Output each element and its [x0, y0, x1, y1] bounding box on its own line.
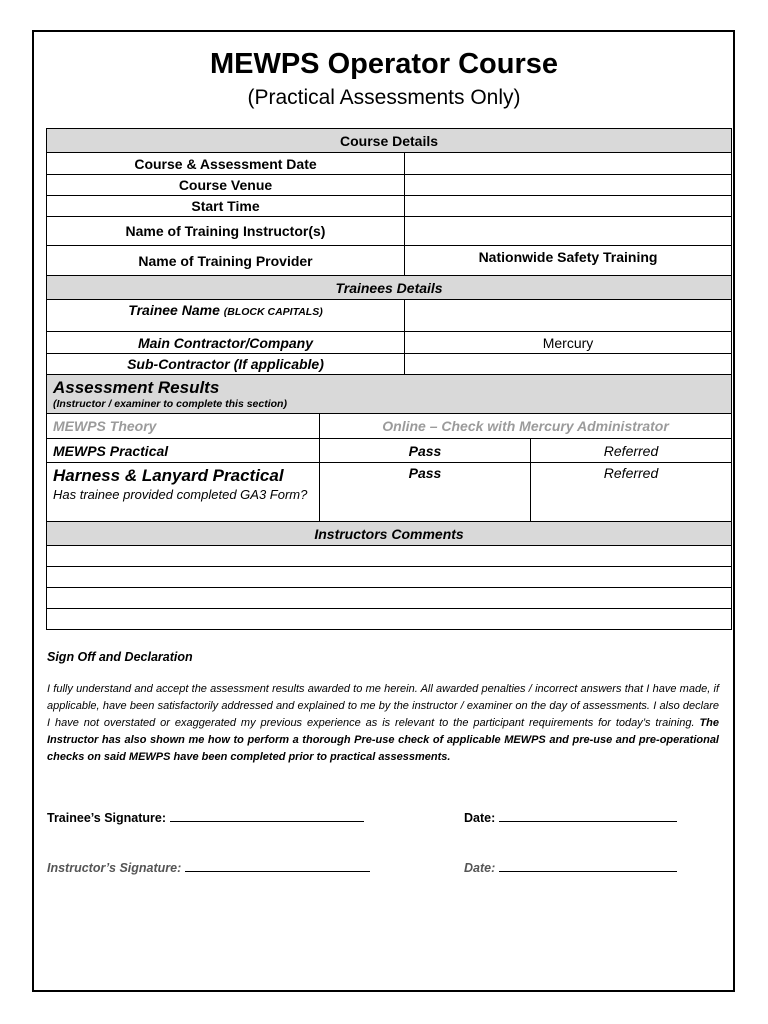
trainee-signature-label: Trainee’s Signature: [47, 811, 167, 825]
course-venue-field[interactable] [405, 175, 732, 196]
trainee-signature [47, 809, 364, 825]
trainee-details-header [47, 276, 732, 300]
comment-line-field[interactable] [47, 567, 732, 588]
signoff-title: Sign Off and Declaration [47, 650, 193, 664]
harness-label-cell [47, 463, 320, 522]
harness-row [47, 463, 732, 522]
training-provider-label: Name of Training Provider [47, 246, 405, 276]
subcontractor-row [47, 354, 732, 375]
instructor-name-label: Name of Training Instructor(s) [47, 217, 405, 246]
comment-line-field[interactable] [47, 588, 732, 609]
instructor-signature-line[interactable] [185, 859, 370, 872]
course-venue-label: Course Venue [47, 175, 405, 196]
assessment-heading: Assessment Results [53, 378, 220, 397]
theory-label: MEWPS Theory [47, 414, 320, 439]
course-venue-row [47, 175, 732, 196]
trainee-date [464, 809, 677, 825]
contractor-row [47, 332, 732, 354]
subcontractor-field[interactable] [405, 354, 732, 375]
start-time-field[interactable] [405, 196, 732, 217]
theory-value: Online – Check with Mercury Administrator [320, 414, 732, 439]
trainee-name-row [47, 300, 732, 332]
practical-referred-option[interactable]: Referred [531, 439, 732, 463]
declaration-bold: The Instructor has also shown me how to perform a thorough Pre-use check of applicable MEWPS and pre-use and pre-operational checks on said MEWPS have been completed prior to practical assessments. [47, 717, 719, 763]
comments-header [47, 522, 732, 546]
trainee-date-line[interactable] [499, 809, 677, 822]
harness-pass-option[interactable]: Pass [320, 463, 531, 522]
harness-note: Has trainee provided completed GA3 Form? [53, 487, 308, 502]
start-time-row [47, 196, 732, 217]
assessment-header-row [47, 375, 732, 414]
course-date-row [47, 153, 732, 175]
assessment-note: (Instructor / examiner to complete this section) [53, 398, 287, 410]
subcontractor-label: Sub-Contractor (If applicable) [47, 354, 405, 375]
trainee-details-heading: Trainees Details [47, 276, 732, 300]
instructor-date [464, 859, 677, 875]
instructor-signature-label: Instructor’s Signature: [47, 861, 182, 875]
contractor-label: Main Contractor/Company [47, 332, 405, 354]
instructor-name-field[interactable] [405, 217, 732, 246]
practical-row [47, 439, 732, 463]
course-details-header [47, 129, 732, 153]
declaration-plain: I fully understand and accept the assessment results awarded to me herein. All awarded penalties / incorrect answers that I have made, if applicable, have been satisfactorily addressed and explained to me by the instructor / examiner on the day of assessments. I also declare I have not overstated or exaggerated my previous experience as is relevant to the participant requirements for today’s training. [47, 683, 719, 729]
comment-line [47, 567, 732, 588]
course-details-heading: Course Details [47, 129, 732, 153]
course-date-field[interactable] [405, 153, 732, 175]
page-subtitle: (Practical Assessments Only) [247, 86, 521, 109]
comments-heading: Instructors Comments [47, 522, 732, 546]
assessment-form-table [46, 128, 732, 630]
instructor-signature [47, 859, 370, 875]
comment-line-field[interactable] [47, 609, 732, 630]
comment-line [47, 546, 732, 567]
comment-line [47, 588, 732, 609]
comment-line-field[interactable] [47, 546, 732, 567]
trainee-name-note: (BLOCK CAPITALS) [223, 306, 323, 318]
start-time-label: Start Time [47, 196, 405, 217]
course-date-label: Course & Assessment Date [47, 153, 405, 175]
instructor-name-row [47, 217, 732, 246]
training-provider-field[interactable]: Nationwide Safety Training [405, 246, 732, 276]
declaration-text [47, 681, 719, 766]
trainee-date-label: Date: [464, 811, 496, 825]
instructor-date-label: Date: [464, 861, 496, 875]
harness-referred-option[interactable]: Referred [531, 463, 732, 522]
comment-line [47, 609, 732, 630]
trainee-signature-line[interactable] [170, 809, 364, 822]
practical-label: MEWPS Practical [47, 439, 320, 463]
assessment-header-cell [47, 375, 732, 414]
theory-row [47, 414, 732, 439]
harness-label: Harness & Lanyard Practical [53, 466, 284, 485]
page-title: MEWPS Operator Course [209, 48, 559, 80]
practical-pass-option[interactable]: Pass [320, 439, 531, 463]
contractor-field[interactable]: Mercury [405, 332, 732, 354]
instructor-date-line[interactable] [499, 859, 677, 872]
training-provider-row [47, 246, 732, 276]
trainee-name-label-cell [47, 300, 405, 332]
trainee-name-label: Trainee Name [128, 302, 220, 318]
trainee-name-field[interactable] [405, 300, 732, 332]
